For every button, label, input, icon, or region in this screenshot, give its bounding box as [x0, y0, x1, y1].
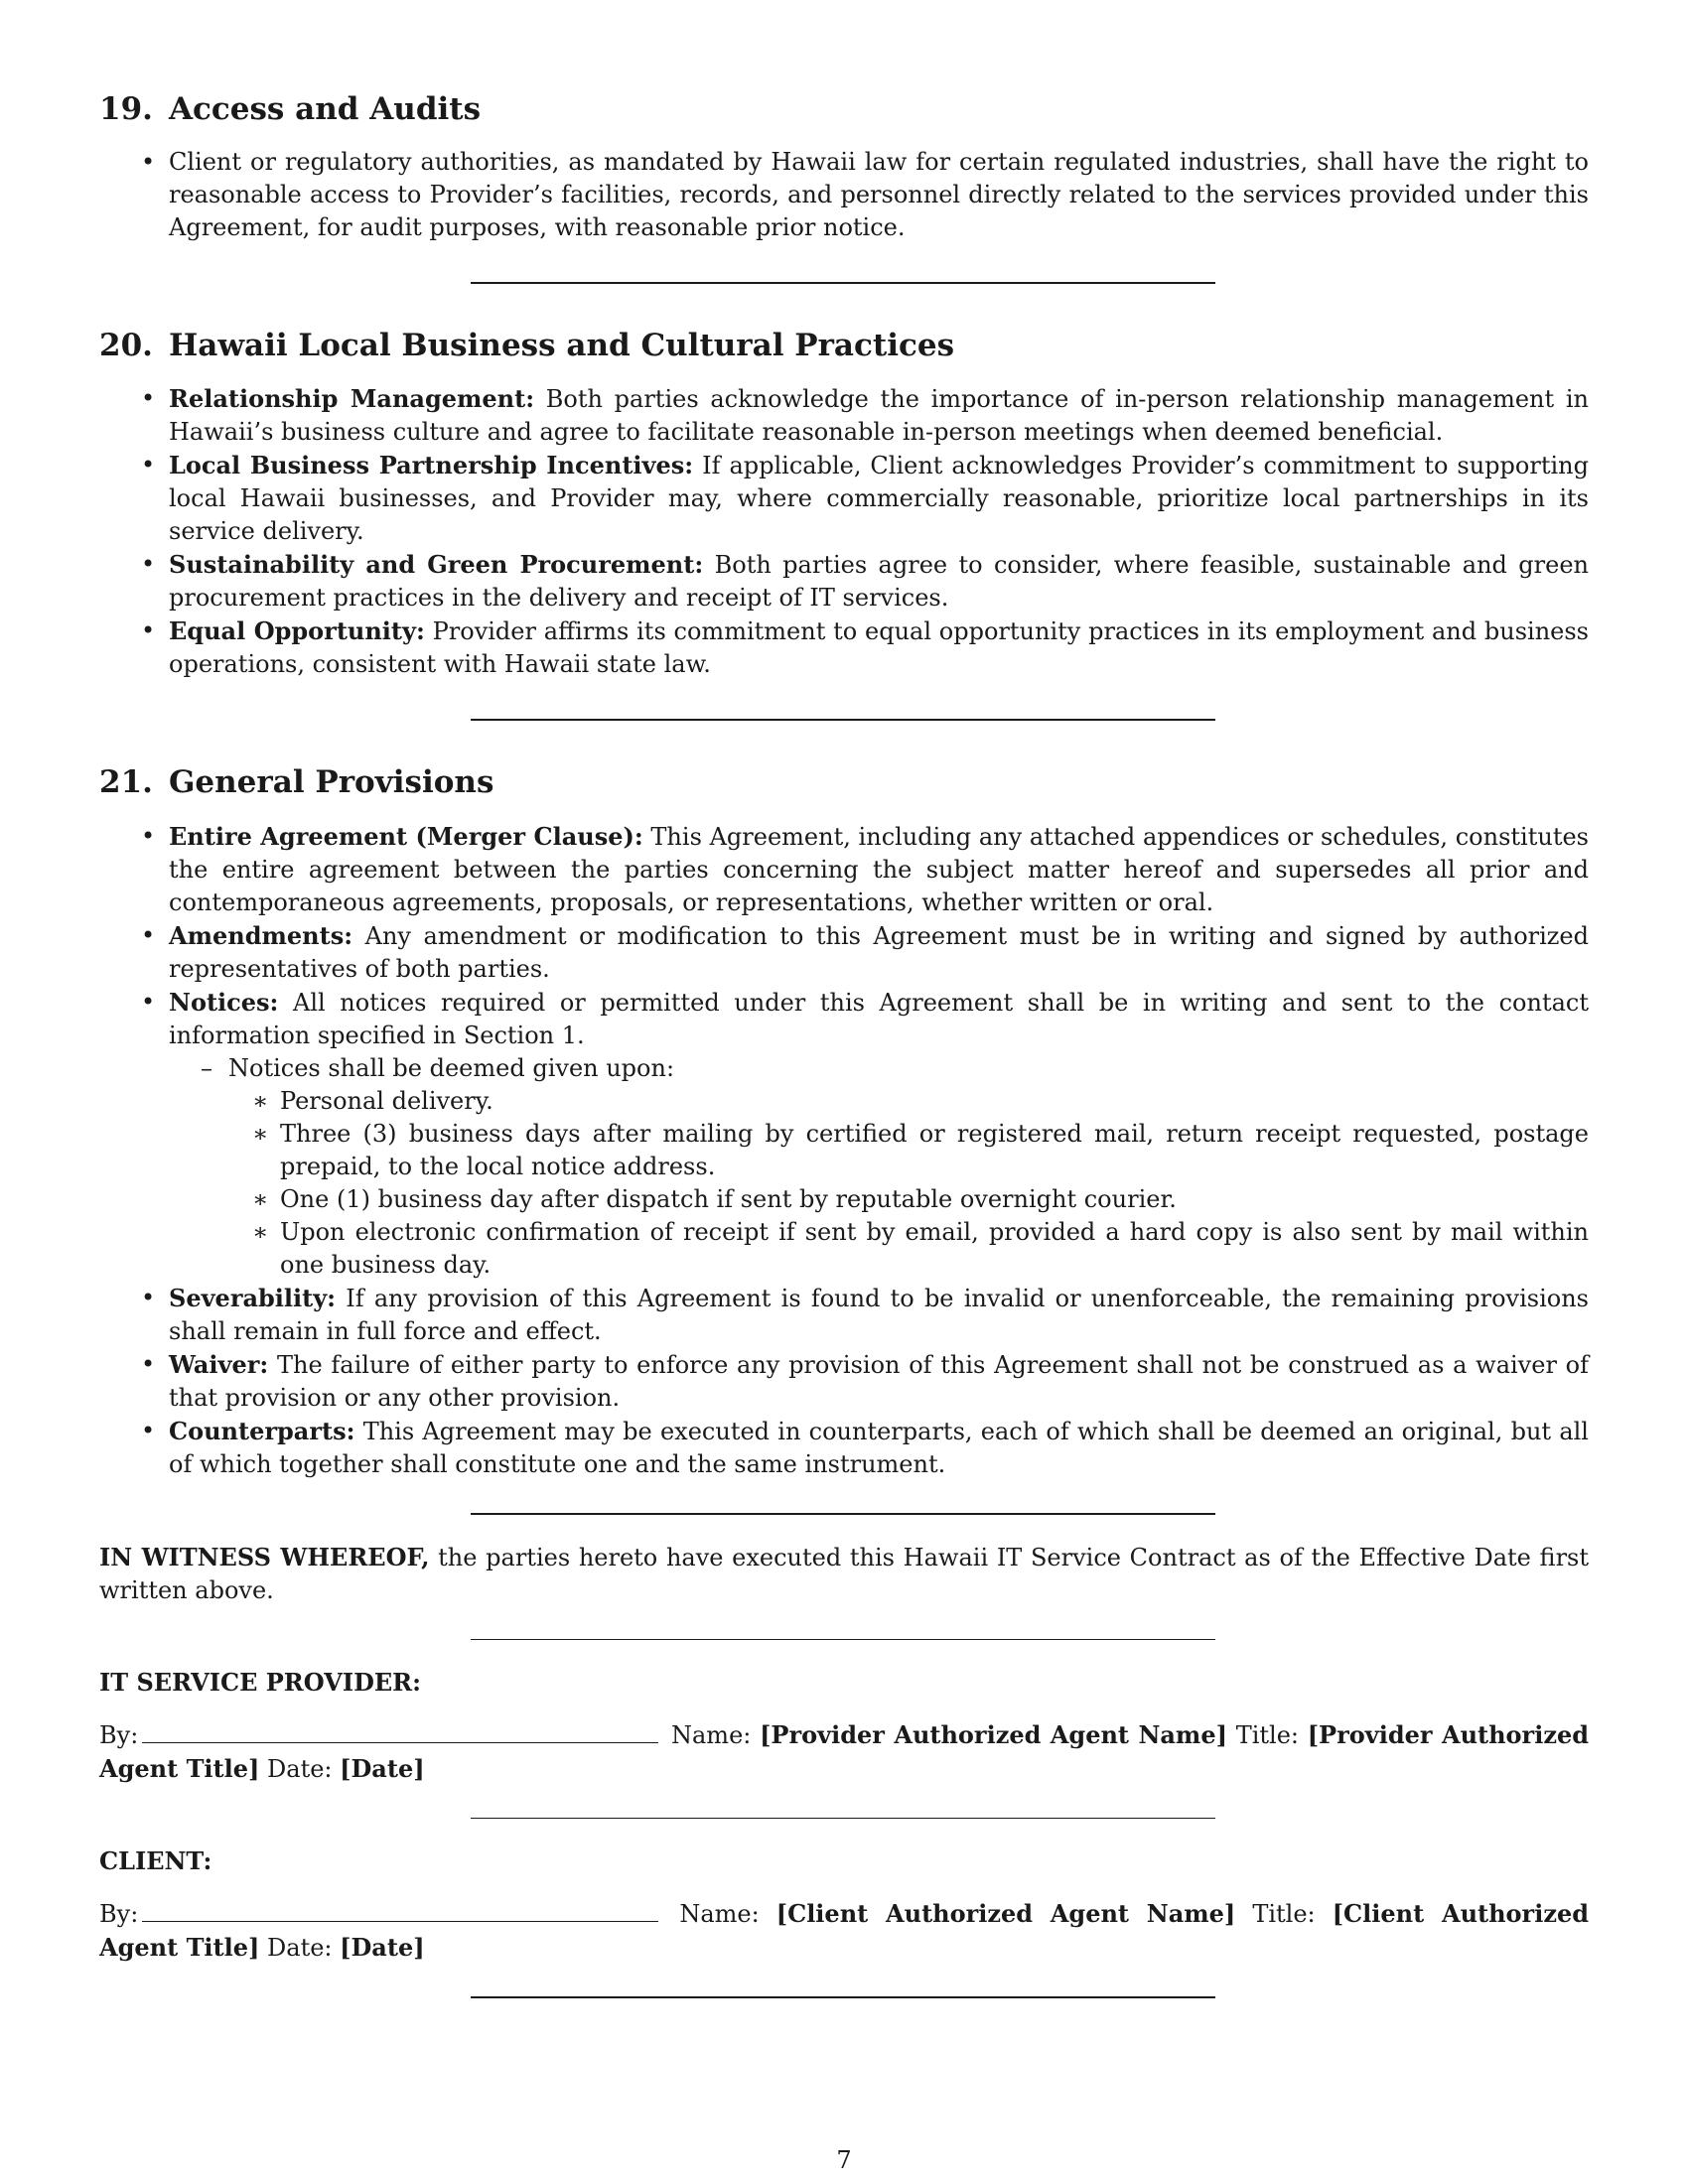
client-signature-line[interactable]	[142, 1895, 658, 1922]
section-19-heading	[99, 91, 1589, 128]
item-label: Severability:	[169, 1283, 337, 1312]
witness-lead: IN WITNESS WHEREOF,	[99, 1542, 430, 1571]
section-title: Hawaii Local Business and Cultural Practices	[168, 328, 955, 364]
list-item	[169, 548, 1589, 614]
by-label: By:	[99, 1899, 139, 1928]
provider-signature-line[interactable]	[142, 1716, 658, 1743]
item-text: Any amendment or modification to this Agreement must be in writing and signed by authorized representatives of both parties.	[169, 921, 1589, 983]
item-label: Amendments:	[169, 920, 353, 950]
item-text: Client or regulatory authorities, as mandated by Hawaii law for certain regulated industries, shall have the right to reasonable access to Provider’s facilities, records, and personnel directly related to the services provided under this Agreement, for audit purposes, with reasonable prior notice.	[169, 148, 1589, 242]
list-item	[169, 1348, 1589, 1415]
section-divider	[471, 1818, 1215, 1819]
item-label: Equal Opportunity:	[169, 616, 425, 646]
list-item	[280, 1216, 1589, 1282]
section-20-heading	[99, 328, 1589, 364]
section-title: Access and Audits	[168, 91, 482, 127]
name-label: Name:	[679, 1899, 760, 1928]
section-divider	[471, 1513, 1215, 1515]
date-label: Date:	[267, 1933, 333, 1962]
title-label: Title:	[1235, 1720, 1299, 1749]
list-item	[169, 146, 1589, 244]
list-item	[169, 919, 1589, 986]
item-text: If applicable, Client acknowledges Provider’s commitment to supporting local Hawaii businesses, and Provider may, where commercially reasonable, prioritize local partnerships in its service delivery.	[169, 452, 1589, 546]
notices-subsublist	[228, 1085, 1589, 1282]
section-20-list	[99, 382, 1589, 681]
item-text: If any provision of this Agreement is found to be invalid or unenforceable, the remaining provisions shall remain in full force and effect.	[169, 1284, 1589, 1345]
item-text: Personal delivery.	[280, 1086, 493, 1115]
list-item	[169, 1415, 1589, 1481]
section-number: 19.	[99, 91, 153, 127]
section-divider	[471, 1996, 1215, 1998]
list-item	[169, 820, 1589, 919]
list-item	[280, 1085, 1589, 1118]
item-text: Upon electronic confirmation of receipt if sent by email, provided a hard copy is also sent by mail within one business day.	[280, 1217, 1589, 1279]
list-item	[228, 1052, 1589, 1282]
provider-heading: IT SERVICE PROVIDER:	[99, 1667, 421, 1697]
section-number: 20.	[99, 328, 153, 364]
item-label: Counterparts:	[169, 1416, 355, 1445]
date-label: Date:	[267, 1754, 333, 1783]
list-item	[280, 1183, 1589, 1216]
provider-date-value: [Date]	[340, 1753, 425, 1783]
provider-name-value: [Provider Authorized Agent Name]	[760, 1719, 1227, 1749]
client-date-value: [Date]	[340, 1932, 425, 1962]
client-title-value: [Client Authorized Agent Title]	[99, 1898, 1589, 1962]
notices-sublist	[169, 1052, 1589, 1282]
witness-text: the parties hereto have executed this Hawaii IT Service Contract as of the Effective Date first written above.	[99, 1543, 1589, 1604]
section-21-list	[99, 820, 1589, 1481]
item-text: Both parties acknowledge the importance of in-person relationship management in Hawaii’s business culture and agree to facilitate reasonable in-person meetings when deemed beneficial.	[169, 385, 1589, 447]
witness-clause	[99, 1541, 1589, 1607]
item-label: Relationship Management:	[169, 384, 535, 414]
item-text: This Agreement, including any attached appendices or schedules, constitutes the entire agreement between the parties concerning the subject matter hereof and supersedes all prior and contemporaneous agreements, proposals, or representations, whether written or oral.	[169, 822, 1589, 916]
client-heading: CLIENT:	[99, 1845, 212, 1875]
by-label: By:	[99, 1720, 139, 1749]
item-text: Notices shall be deemed given upon:	[228, 1053, 675, 1082]
list-item	[169, 449, 1589, 548]
item-text: All notices required or permitted under this Agreement shall be in writing and sent to the contact information specified in Section 1.	[169, 988, 1589, 1049]
section-19-list	[99, 146, 1589, 244]
list-item	[280, 1118, 1589, 1183]
list-item	[169, 986, 1589, 1282]
item-text: This Agreement may be executed in counterparts, each of which shall be deemed an original, but all of which together shall constitute one and the same instrument.	[169, 1417, 1589, 1478]
title-label: Title:	[1252, 1899, 1316, 1928]
client-signature-block	[99, 1895, 1589, 1965]
section-divider	[471, 282, 1215, 284]
section-number: 21.	[99, 764, 153, 801]
item-text: Provider affirms its commitment to equal opportunity practices in its employment and business operations, consistent with Hawaii state law.	[169, 617, 1589, 679]
client-name-value: [Client Authorized Agent Name]	[775, 1898, 1236, 1928]
item-label: Sustainability and Green Procurement:	[169, 550, 704, 580]
section-21-heading	[99, 764, 1589, 801]
provider-title-value: [Provider Authorized Agent Title]	[99, 1719, 1590, 1783]
item-text: Three (3) business days after mailing by certified or registered mail, return receipt requested, postage prepaid, to the local notice address.	[280, 1119, 1589, 1180]
item-text: Both parties agree to consider, where feasible, sustainable and green procurement practices in the delivery and receipt of IT services.	[169, 551, 1589, 613]
item-text: The failure of either party to enforce any provision of this Agreement shall not be construed as a waiver of that provision or any other provision.	[169, 1350, 1589, 1412]
document-page	[99, 91, 1589, 1998]
list-item	[169, 1282, 1589, 1348]
item-label: Entire Agreement (Merger Clause):	[169, 821, 643, 851]
provider-signature-block	[99, 1716, 1589, 1786]
item-label: Notices:	[169, 987, 279, 1017]
section-divider	[471, 1639, 1215, 1640]
list-item	[169, 382, 1589, 449]
item-label: Local Business Partnership Incentives:	[169, 451, 694, 480]
page-number: 7	[836, 2146, 852, 2174]
section-title: General Provisions	[168, 764, 494, 801]
section-divider	[471, 719, 1215, 721]
list-item	[169, 614, 1589, 681]
item-text: One (1) business day after dispatch if sent by reputable overnight courier.	[280, 1184, 1177, 1213]
item-label: Waiver:	[169, 1349, 269, 1379]
name-label: Name:	[671, 1720, 752, 1749]
